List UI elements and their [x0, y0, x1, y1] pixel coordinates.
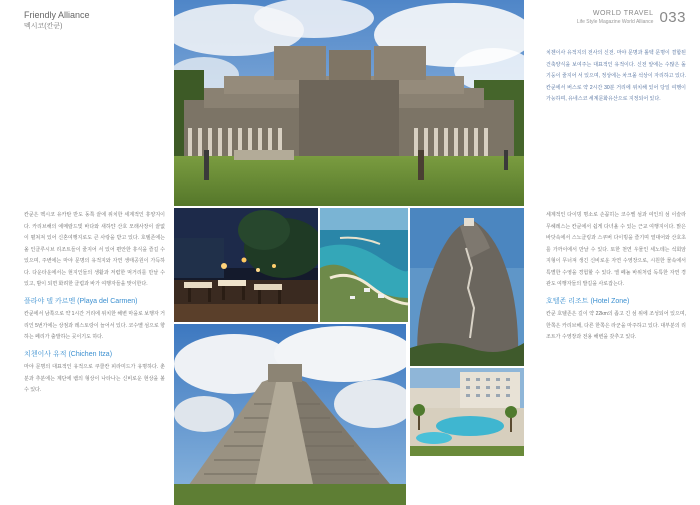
- temple-of-warriors-photo: [174, 0, 524, 206]
- left-subheading-2: 치첸이사 유적 (Chichen Itza): [24, 350, 113, 358]
- right-paragraph: 칸쿤 호텔존은 길이 약 22km의 좁고 긴 섬 위에 조성되어 있으며, 한쪽은 카리브해, 다른 한쪽은 라군을 마주하고 있다. 대부분의 리조트가 수영장과 전용 해변을 갖추고 있다.: [546, 311, 686, 340]
- left-body-text: 칸쿤은 멕시코 유카탄 반도 동쪽 끝에 위치한 세계적인 휴양지이다. 카리브해의 에메랄드빛 바다와 새하얀 산호 모래사장이 끝없이 펼쳐져 있어 신혼여행지로도 큰 사랑을 받고 있다. 호텔존에는 올 인클루시브 리조트들이 줄지어 서 있어 편안한 휴식을 즐길 수 있으며, 주변에는 마야 문명의 유적지와 자연 생태공원이 가득하다. 다운타운에서는 현지인들의 생활과 저렴한 먹거리를 만날 수 있고, 밤이 되면 화려한 클럽과 바가 여행자들을 맞이한다.: [24, 212, 165, 287]
- page-number: 033: [659, 9, 686, 26]
- right-body-text: 세계적인 다이빙 명소로 손꼽히는 코수멜 섬과 여인의 섬 이슬라 무헤레스는 칸쿤에서 쉽게 다녀올 수 있는 근교 여행지이다. 맑은 바닷속에서 스노클링과 스쿠버 다이빙을 즐기며 열대어와 산호초를 가까이에서 만날 수 있다. 또한 천연 우물인 세노테는 석회암 지형이 무너져 생긴 신비로운 자연 수영장으로, 시원한 물속에서 특별한 수영을 경험할 수 있다. 엘 페뇰 바위처럼 독특한 자연 경관도 여행자들의 발길을 사로잡는다.: [546, 212, 686, 287]
- left-paragraph-2: 마야 문명의 대표적인 유적으로 쿠쿨칸 피라미드가 유명하다. 춘분과 추분에는 계단에 뱀의 형상이 나타나는 신비로운 현상을 볼 수 있다.: [24, 364, 165, 393]
- left-column: [24, 210, 165, 500]
- series-subtitle: Life Style Magazine World Alliance: [576, 19, 654, 25]
- page-header-left: [24, 10, 90, 31]
- resort-pool-photo: [410, 368, 524, 456]
- series-title: WORLD TRAVEL: [592, 10, 654, 17]
- section-subtitle: 멕시코(칸쿤): [24, 23, 63, 30]
- left-subheading-1: 플라야 델 카르멘 (Playa del Carmen): [24, 297, 138, 305]
- left-paragraph-1: 칸쿤에서 남쪽으로 약 1시간 거리에 위치한 해변 마을로 보행자 거리인 5번가에는 상점과 레스토랑이 늘어서 있다. 코수멜 섬으로 향하는 페리가 출발하는 곳이기도 하다.: [24, 311, 165, 340]
- rock-monolith-photo: [410, 208, 524, 366]
- pyramid-photo: [174, 324, 406, 505]
- section-title: Friendly Alliance: [24, 10, 90, 20]
- right-subheading: 호텔존 리조트 (Hotel Zone): [546, 297, 630, 305]
- night-dining-terrace-photo: [174, 208, 318, 322]
- page-header-right: [577, 10, 686, 25]
- coastline-aerial-photo: [320, 208, 408, 322]
- right-column: [546, 210, 686, 500]
- intro-text: 치첸이사 유적지의 전사의 신전. 마야 문명과 톨텍 문명이 결합된 건축양식을 보여주는 대표적인 유적이다. 신전 앞에는 수많은 돌기둥이 줄지어 서 있으며, 정상에는 차크몰 석상이 자리하고 있다. 칸쿤에서 버스로 약 2시간 30분 거리에 위치해 있어 당일 여행이 가능하며, 유네스코 세계문화유산으로 지정되어 있다.: [546, 50, 686, 102]
